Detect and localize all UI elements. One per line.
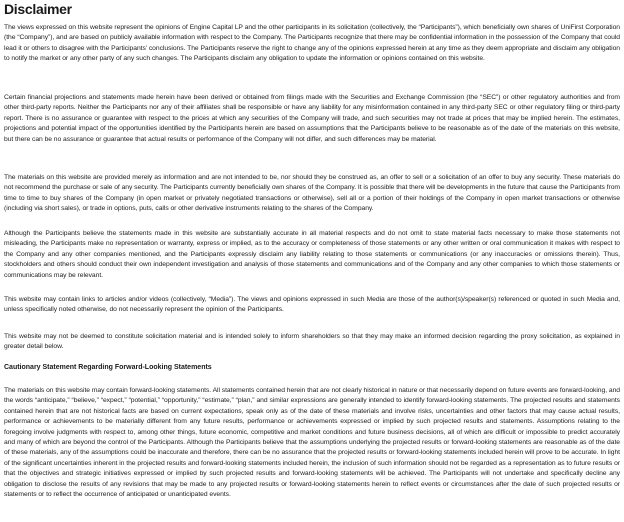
page-title: Disclaimer bbox=[4, 1, 72, 17]
disclaimer-paragraph-views: The views expressed on this website represent the opinions of Engine Capital LP and the other participants in its solicitation (collectively, the “Participants”), which beneficially own shares of UniFirst Corporation (the “Company”), and are based on publicly available information with respect to the Company. The Participants recognize that there may be confidential information in the possession of the Company that could lead it or others to disagree with the Participants’ conclusions. The Participants reserve the right to change any of the opinions expressed herein at any time as they deem appropriate and disclaim any obligation to notify the market or any other party of any such changes. The Participants disclaim any obligation to update the information or opinions contained on this website. bbox=[4, 24, 620, 63]
disclaimer-paragraph-accuracy: Although the Participants believe the statements made in this website are substantially accurate in all material respects and do not omit to state material facts necessary to make those statements not misleading, the Participants make no representation or warranty, express or implied, as to the accuracy or completeness of those statements or any other written or oral communication it makes with respect to the Company and any other companies mentioned, and the Participants expressly disclaim any liability relating to those statements or communications (or any inaccuracies or omissions therein). Thus, stockholders and others should conduct their own independent investigation and analysis of those statements and communications and of the Company and any other companies to which those statements or communications may be relevant. bbox=[4, 230, 620, 279]
disclaimer-paragraph-not-an-offer: The materials on this website are provided merely as information and are not intended to be, nor should they be construed as, an offer to sell or a solicitation of an offer to buy any security. These materials do not recommend the purchase or sale of any security. The Participants currently beneficially own shares of the Company. It is possible that there will be developments in the future that cause the Participants from time to time to buy shares of the Company (in open market or privately negotiated transactions or otherwise), sell all or a portion of their holdings of the Company in open market transactions or otherwise (including via short sales), or trade in options, puts, calls or other derivative instruments relating to the shares of the Company. bbox=[4, 174, 620, 213]
disclaimer-paragraph-media: This website may contain links to articles and/or videos (collectively, “Media”). The views and opinions expressed in such Media are those of the author(s)/speaker(s) referenced or quoted in such Media and, unless specifically noted otherwise, do not necessarily represent the opinion of the Participants. bbox=[4, 296, 620, 314]
disclaimer-paragraph-solicitation: This website may not be deemed to constitute solicitation material and is intended solely to inform shareholders so that they may make an informed decision regarding the proxy solicitation, as explained in greater detail below. bbox=[4, 333, 620, 351]
section-heading-forward-looking: Cautionary Statement Regarding Forward-Looking Statements bbox=[4, 364, 212, 371]
disclaimer-paragraph-financial-projections: Certain financial projections and statements made herein have been derived or obtained from filings made with the Securities and Exchange Commission (the “SEC”) or other regulatory authorities and from other third-party reports. Neither the Participants nor any of their affiliates shall be responsible or have any liability for any misinformation contained in any third-party SEC or other regulatory filing or third-party report. There is no assurance or guarantee with respect to the prices at which any securities of the Company will trade, and such securities may not trade at prices that may be implied herein. The estimates, projections and potential impact of the opportunities identified by the Participants herein are based on assumptions that the Participants believe to be reasonable as of the date of the materials on this website, but there can be no assurance or guarantee that actual results or performance of the Company will not differ, and such differences may be material. bbox=[4, 94, 620, 143]
forward-looking-paragraph: The materials on this website may contain forward-looking statements. All statements contained herein that are not clearly historical in nature or that necessarily depend on future events are forward-looking, and the words “anticipate,” “believe,” “expect,” “potential,” “opportunity,” “estimate,” “plan,” and similar expressions are generally intended to identify forward-looking statements. The projected results and statements contained herein that are not historical facts are based on current expectations, speak only as of the date of these materials and involve risks, uncertainties and other factors that may cause actual results, performance or achievements to be materially different from any future results, performance or achievements expressed or implied by such projected results and statements. Assumptions relating to the foregoing involve judgments with respect to, among other things, future economic, competitive and market conditions and future business decisions, all of which are difficult or impossible to predict accurately and many of which are beyond the control of the Participants. Although the Participants believe that the assumptions underlying the projected results or forward-looking statements are reasonable as of the date of these materials, any of the assumptions could be inaccurate and therefore, there can be no assurance that the projected results or forward-looking statements included herein will prove to be accurate. In light of the significant uncertainties inherent in the projected results and forward-looking statements included herein, the inclusion of such information should not be regarded as a representation as to future results or that the objectives and strategic initiatives expressed or implied by such projected results and forward-looking statements will be achieved. The Participants will not undertake and specifically decline any obligation to disclose the results of any revisions that may be made to any projected results or forward-looking statements herein to reflect events or circumstances after the date of such projected results or statements or to reflect the occurrence of anticipated or unanticipated events. bbox=[4, 387, 620, 499]
